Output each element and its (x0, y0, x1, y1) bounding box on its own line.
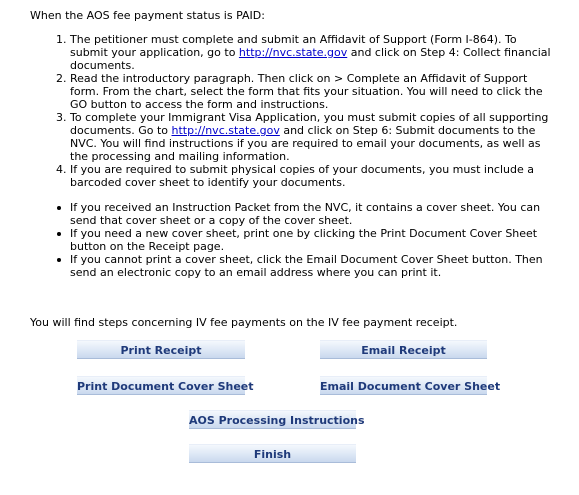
step-text: The petitioner must complete and submit an Affidavit of Support (Form I-864). To submit your application, go to (70, 33, 517, 59)
finish-button[interactable]: Finish (189, 444, 356, 463)
iv-fee-note: You will find steps concerning IV fee payments on the IV fee payment receipt. (30, 316, 458, 329)
step-number: 2. (56, 72, 67, 85)
nvc-link[interactable]: http://nvc.state.gov (171, 124, 280, 137)
note-text: If you cannot print a cover sheet, click the Email Document Cover Sheet button. Then send an electronic copy to an email address where you can print it. (70, 253, 543, 279)
step-item (56, 33, 555, 72)
step-text: If you are required to submit physical copies of your documents, you must include a barcoded cover sheet to identify your documents. (70, 163, 534, 189)
step-text: and click on Step 4: Collect financial documents. (70, 46, 551, 72)
email-receipt-button[interactable]: Email Receipt (320, 340, 487, 359)
steps-list (56, 33, 555, 189)
bullet-icon (57, 258, 61, 262)
aos-instructions-button[interactable]: AOS Processing Instructions (189, 410, 356, 429)
email-cover-sheet-button[interactable]: Email Document Cover Sheet (320, 376, 487, 395)
step-number: 1. (56, 33, 67, 46)
note-text: If you received an Instruction Packet from the NVC, it contains a cover sheet. You can send that cover sheet or a copy of the cover sheet. (70, 201, 541, 227)
note-item (70, 201, 555, 227)
step-number: 4. (56, 163, 67, 176)
print-receipt-button[interactable]: Print Receipt (77, 340, 245, 359)
step-number: 3. (56, 111, 67, 124)
bullet-icon (57, 206, 61, 210)
step-item (56, 111, 555, 163)
step-text: and click on Step 6: Submit documents to the NVC. You will find instructions if you are required to email your documents, as well as the processing and mailing information. (70, 124, 541, 163)
print-cover-sheet-button[interactable]: Print Document Cover Sheet (77, 376, 245, 395)
intro-text: When the AOS fee payment status is PAID: (30, 9, 265, 22)
step-text: To complete your Immigrant Visa Application, you must submit copies of all supporting documents. Go to (70, 111, 549, 137)
note-item (70, 227, 555, 253)
bullet-icon (57, 232, 61, 236)
note-text: If you need a new cover sheet, print one by clicking the Print Document Cover Sheet button on the Receipt page. (70, 227, 538, 253)
step-item (56, 163, 555, 189)
note-item (70, 253, 555, 279)
nvc-link[interactable]: http://nvc.state.gov (238, 46, 348, 59)
step-item (56, 72, 555, 111)
step-text: Read the introductory paragraph. Then click on > Complete an Affidavit of Support form. From the chart, select the form that fits your situation. You will need to click the GO button to access the form and instructions. (70, 72, 543, 111)
notes-list (70, 201, 555, 279)
